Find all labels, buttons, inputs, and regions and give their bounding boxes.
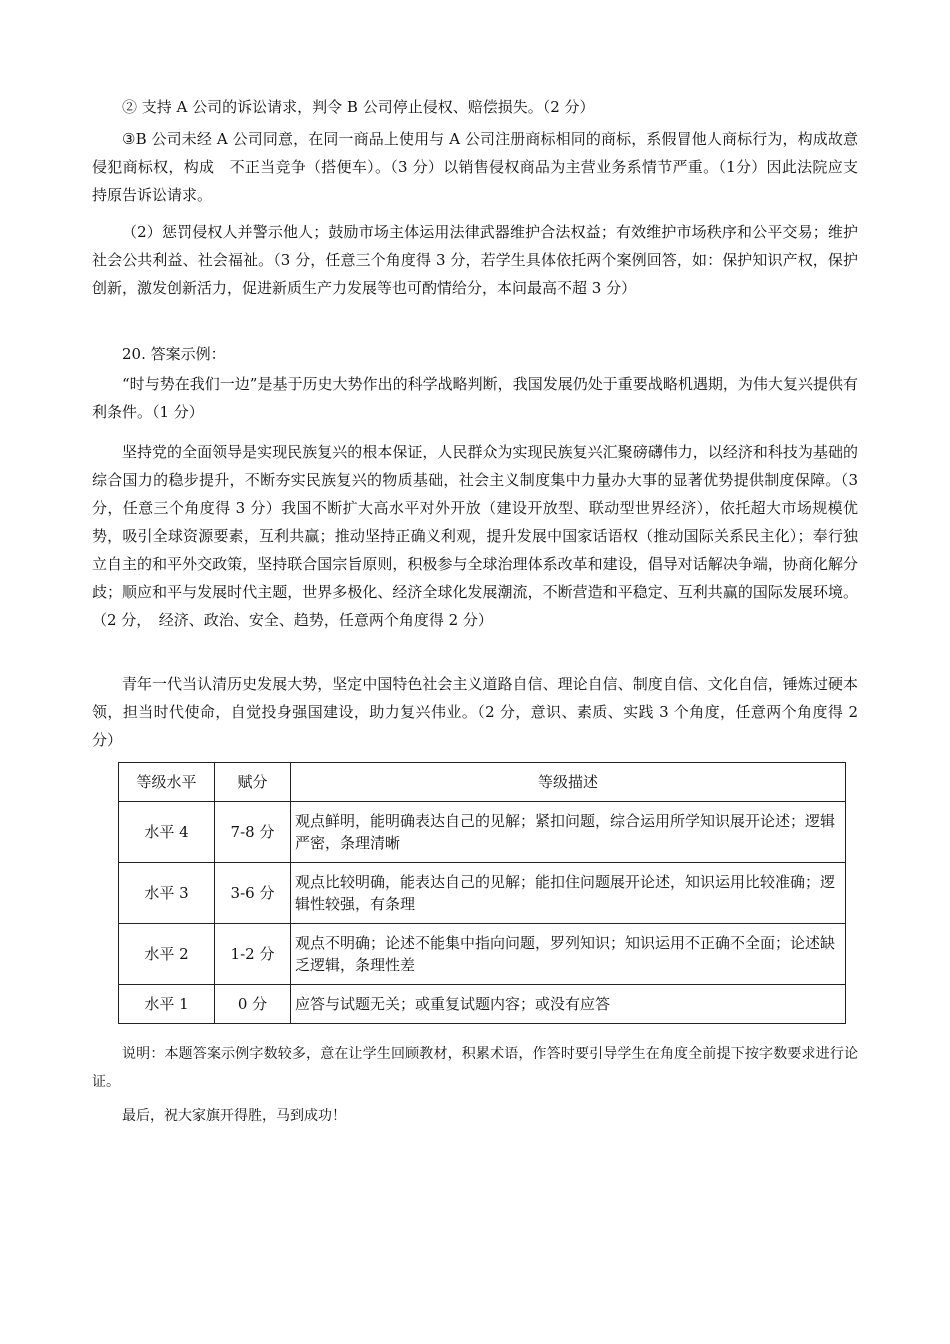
grading-rubric-table: [118, 762, 846, 1024]
score-cell: 3-6 分: [215, 863, 291, 924]
level-cell: 水平 2: [119, 924, 215, 985]
answer-part-2: （2）惩罚侵权人并警示他人；鼓励市场主体运用法律武器维护合法权益；有效维护市场秩序和公平交易；维护社会公共利益、社会福祉。（3 分，任意三个角度得 3 分，若学生具体依托两个案例回答，如：保护知识产权，保护创新，激发创新活力，促进新质生产力发展等也可酌情给分，本问最高不超 3 分）: [92, 223, 858, 297]
header-description: 等级描述: [291, 763, 846, 802]
answer-intro-paragraph: “时与势在我们一边”是基于历史大势作出的科学战略判断，我国发展仍处于重要战略机遇期，为伟大复兴提供有利条件。（1 分）: [92, 375, 858, 421]
level-cell: 水平 4: [119, 802, 215, 863]
level-cell: 水平 3: [119, 863, 215, 924]
description-cell: 观点不明确；论述不能集中指向问题，罗列知识；知识运用不正确不全面；论述缺乏逻辑，条理性差: [291, 924, 846, 985]
question-20-heading: 20. 答案示例：: [122, 345, 226, 363]
closing-remark: 最后，祝大家旗开得胜，马到成功！: [122, 1108, 346, 1124]
answer-point-3: ③B 公司未经 A 公司同意，在同一商品上使用与 A 公司注册商标相同的商标，系假冒他人商标行为，构成故意侵犯商标权，构成 不正当竞争（搭便车）。（3 分）以销售侵权商品为主营业务系情节严重。（1分）因此法院应支持原告诉讼请求。: [92, 130, 858, 204]
level-cell: 水平 1: [119, 985, 215, 1024]
answer-point-2: ② 支持 A 公司的诉讼请求，判令 B 公司停止侵权、赔偿损失。（2 分）: [122, 98, 595, 116]
score-cell: 1-2 分: [215, 924, 291, 985]
header-score: 赋分: [215, 763, 291, 802]
description-cell: 观点鲜明，能明确表达自己的见解；紧扣问题，综合运用所学知识展开论述；逻辑严密，条理清晰: [291, 802, 846, 863]
answer-body-paragraph: 坚持党的全面领导是实现民族复兴的根本保证，人民群众为实现民族复兴汇聚磅礴伟力，以经济和科技为基础的综合国力的稳步提升，不断夯实民族复兴的物质基础，社会主义制度集中力量办大事的显著优势提供制度保障。（3 分，任意三个角度得 3 分）我国不断扩大高水平对外开放（建设开放型、联动型世界经济），依托超大市场规模优势，吸引全球资源要素，互利共赢；推动坚持正确义利观，提升发展中国家话语权（推动国际关系民主化）；奉行独立自主的和平外交政策，坚持联合国宗旨原则，积极参与全球治理体系改革和建设，倡导对话解决争端，协商化解分歧；顺应和平与发展时代主题，世界多极化、经济全球化发展潮流，不断营造和平稳定、互利共赢的国际发展环境。（2 分， 经济、政治、安全、趋势，任意两个角度得 2 分）: [92, 443, 858, 629]
description-cell: 应答与试题无关；或重复试题内容；或没有应答: [291, 985, 846, 1024]
rubric-note: 说明：本题答案示例字数较多，意在让学生回顾教材，积累术语，作答时要引导学生在角度全前提下按字数要求进行论证。: [92, 1046, 858, 1090]
table-row: [119, 985, 846, 1024]
answer-youth-paragraph: 青年一代当认清历史发展大势，坚定中国特色社会主义道路自信、理论自信、制度自信、文化自信，锤炼过硬本领，担当时代使命，自觉投身强国建设，助力复兴伟业。（2 分，意识、素质、实践 3 个角度，任意两个角度得 2 分）: [92, 675, 858, 749]
score-cell: 7-8 分: [215, 802, 291, 863]
table-row: [119, 924, 846, 985]
table-row: [119, 802, 846, 863]
score-cell: 0 分: [215, 985, 291, 1024]
rubric-header-row: [119, 763, 846, 802]
description-cell: 观点比较明确，能表达自己的见解；能扣住问题展开论述，知识运用比较准确；逻辑性较强，有条理: [291, 863, 846, 924]
header-level: 等级水平: [119, 763, 215, 802]
table-row: [119, 863, 846, 924]
